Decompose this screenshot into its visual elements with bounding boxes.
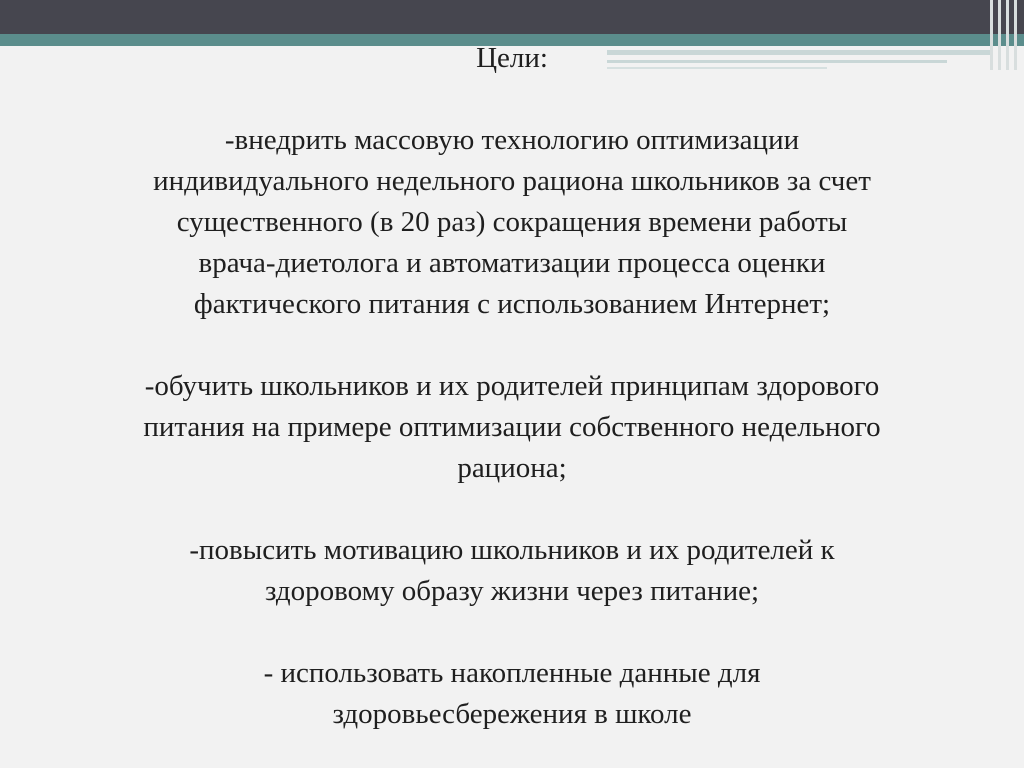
spacer	[40, 489, 984, 530]
goal-1-line-5: фактического питания с использованием Интернет;	[193, 288, 831, 320]
spacer	[40, 325, 984, 366]
goal-3-line-1: -повысить мотивацию школьников и их родителей к	[189, 534, 835, 566]
goal-paragraph-4	[40, 653, 984, 735]
goal-2-line-2: питания на примере оптимизации собственного недельного	[143, 411, 881, 443]
slide-header-bar	[0, 0, 1024, 34]
goal-2-line-1: -обучить школьников и их родителей принципам здорового	[144, 370, 880, 402]
goal-1-line-2: индивидуального недельного рациона школьников за счет	[153, 165, 871, 197]
goal-paragraph-2	[40, 366, 984, 489]
slide-title: Цели:	[476, 42, 548, 74]
slide-content	[40, 38, 984, 735]
goal-paragraph-1	[40, 120, 984, 325]
goal-2-line-3: рациона;	[457, 452, 567, 484]
goal-paragraph-3	[40, 530, 984, 612]
goal-1-line-1: -внедрить массовую технологию оптимизации	[224, 124, 800, 156]
spacer	[40, 612, 984, 653]
goal-1-line-4: врача-диетолога и автоматизации процесса оценки	[198, 247, 826, 279]
goal-4-line-2: здоровьесбережения в школе	[332, 698, 692, 730]
goal-3-line-2: здоровому образу жизни через питание;	[264, 575, 760, 607]
goal-4-line-1: - использовать накопленные данные для	[263, 657, 761, 689]
spacer	[40, 79, 984, 120]
goal-1-line-3: существенного (в 20 раз) сокращения времени работы	[176, 206, 848, 238]
decorative-vertical-lines	[988, 0, 1024, 70]
